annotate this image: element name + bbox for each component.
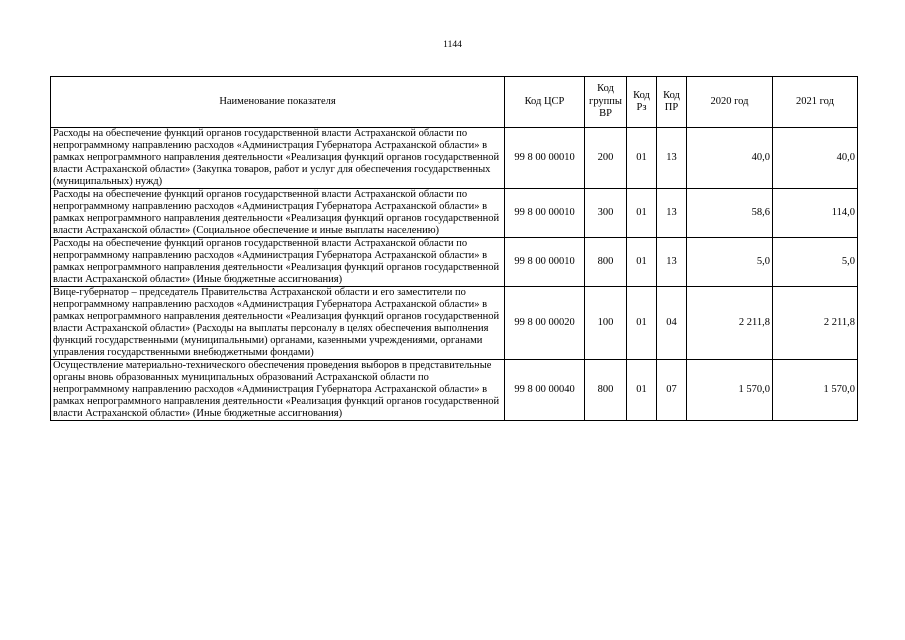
cell-csr: 99 8 00 00010 bbox=[505, 238, 585, 287]
cell-name: Расходы на обеспечение функций органов государственной власти Астраханской области по непрограммному направлению расходов «Администрация Губернатора Астраханской области» в рамках непрограммного направления деятельности «Реализация функций органов государственной власти Астраханской области» (Иные бюджетные ассигнования) bbox=[51, 238, 505, 287]
cell-2021: 114,0 bbox=[773, 189, 858, 238]
header-vr: Код группы ВР bbox=[585, 77, 627, 128]
table-header-row bbox=[51, 77, 858, 128]
cell-2020: 58,6 bbox=[687, 189, 773, 238]
cell-2020: 5,0 bbox=[687, 238, 773, 287]
table-row bbox=[51, 128, 858, 189]
cell-2020: 1 570,0 bbox=[687, 360, 773, 421]
cell-csr: 99 8 00 00020 bbox=[505, 287, 585, 360]
page-number: 1144 bbox=[443, 40, 462, 50]
cell-2020: 2 211,8 bbox=[687, 287, 773, 360]
cell-2021: 5,0 bbox=[773, 238, 858, 287]
cell-rz: 01 bbox=[627, 128, 657, 189]
cell-2021: 1 570,0 bbox=[773, 360, 858, 421]
cell-2021: 2 211,8 bbox=[773, 287, 858, 360]
cell-csr: 99 8 00 00040 bbox=[505, 360, 585, 421]
budget-table bbox=[50, 76, 858, 421]
cell-csr: 99 8 00 00010 bbox=[505, 128, 585, 189]
cell-pr: 13 bbox=[657, 189, 687, 238]
cell-vr: 800 bbox=[585, 360, 627, 421]
cell-rz: 01 bbox=[627, 287, 657, 360]
header-name: Наименование показателя bbox=[51, 77, 505, 128]
cell-name: Осуществление материально-технического обеспечения проведения выборов в представительные органы вновь образованных муниципальных образований Астраханской области по непрограммному направлению расходов «Администрация Губернатора Астраханской области» в рамках непрограммного направления деятельности «Реализация функций органов государственной власти Астраханской области» (Иные бюджетные ассигнования) bbox=[51, 360, 505, 421]
table-row bbox=[51, 287, 858, 360]
cell-name: Расходы на обеспечение функций органов государственной власти Астраханской области по непрограммному направлению расходов «Администрация Губернатора Астраханской области» в рамках непрограммного направления деятельности «Реализация функций органов государственной власти Астраханской области» (Закупка товаров, работ и услуг для обеспечения государственных (муниципальных) нужд) bbox=[51, 128, 505, 189]
header-csr: Код ЦСР bbox=[505, 77, 585, 128]
cell-vr: 800 bbox=[585, 238, 627, 287]
header-rz: Код Рз bbox=[627, 77, 657, 128]
cell-pr: 13 bbox=[657, 238, 687, 287]
header-pr: Код ПР bbox=[657, 77, 687, 128]
table-row bbox=[51, 238, 858, 287]
table-row bbox=[51, 189, 858, 238]
table-row bbox=[51, 360, 858, 421]
header-2021: 2021 год bbox=[773, 77, 858, 128]
cell-rz: 01 bbox=[627, 189, 657, 238]
cell-2021: 40,0 bbox=[773, 128, 858, 189]
cell-name: Вице-губернатор – председатель Правительства Астраханской области и его заместители по непрограммному направлению расходов «Администрация Губернатора Астраханской области» в рамках непрограммного направления деятельности «Реализация функций органов государственной власти Астраханской области» (Расходы на выплаты персоналу в целях обеспечения выполнения функций государственными (муниципальными) органами, казенными учреждениями, органами управления государственными внебюджетными фондами) bbox=[51, 287, 505, 360]
cell-pr: 04 bbox=[657, 287, 687, 360]
header-2020: 2020 год bbox=[687, 77, 773, 128]
cell-2020: 40,0 bbox=[687, 128, 773, 189]
cell-vr: 300 bbox=[585, 189, 627, 238]
cell-rz: 01 bbox=[627, 238, 657, 287]
cell-pr: 13 bbox=[657, 128, 687, 189]
cell-name: Расходы на обеспечение функций органов государственной власти Астраханской области по непрограммному направлению расходов «Администрация Губернатора Астраханской области» в рамках непрограммного направления деятельности «Реализация функций органов государственной власти Астраханской области» (Социальное обеспечение и иные выплаты населению) bbox=[51, 189, 505, 238]
cell-csr: 99 8 00 00010 bbox=[505, 189, 585, 238]
cell-rz: 01 bbox=[627, 360, 657, 421]
cell-vr: 200 bbox=[585, 128, 627, 189]
cell-pr: 07 bbox=[657, 360, 687, 421]
cell-vr: 100 bbox=[585, 287, 627, 360]
